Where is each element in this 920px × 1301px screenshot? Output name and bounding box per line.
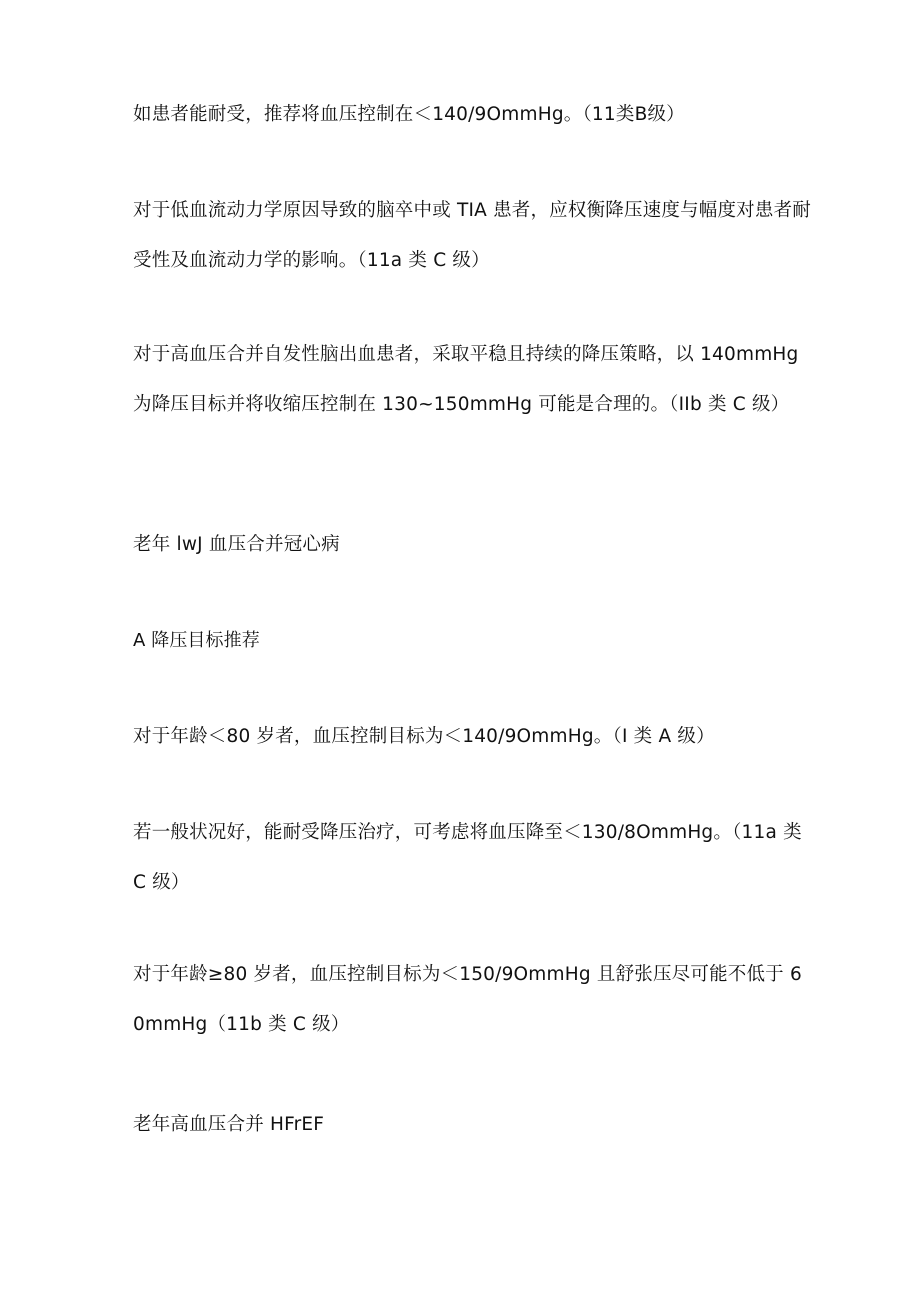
section-heading-coronary-heart-disease: 老年 lwJ 血压合并冠心病 bbox=[133, 534, 340, 555]
paragraph-intracerebral-hemorrhage: 对于高血压合并自发性脑出血患者，采取平稳且持续的降压策略，以 140mmHg 为降压目标并将收缩压控制在 130~150mmHg 可能是合理的。（IIb 类 C 级） bbox=[133, 344, 799, 415]
paragraph-target-under-140-90: 如患者能耐受，推荐将血压控制在＜140/9OmmHg。（11类B级） bbox=[133, 104, 685, 125]
section-heading-hfref: 老年高血压合并 HFrEF bbox=[133, 1114, 325, 1135]
paragraph-low-hemodynamic-stroke-tia: 对于低血流动力学原因导致的脑卒中或 TIA 患者，应权衡降压速度与幅度对患者耐受性及血流动力学的影响。（11a 类 C 级） bbox=[133, 200, 811, 271]
paragraph-good-condition-130-80: 若一般状况好，能耐受降压治疗，可考虑将血压降至＜130/8OmmHg。（11a 类 C 级） bbox=[133, 822, 802, 893]
subheading-bp-target-recommendation: A 降压目标推荐 bbox=[133, 630, 260, 651]
paragraph-age-80-plus-target: 对于年龄≥80 岁者，血压控制目标为＜150/9OmmHg 且舒张压尽可能不低于 60mmHg（11b 类 C 级） bbox=[133, 964, 802, 1035]
paragraph-age-under-80-target: 对于年龄＜80 岁者，血压控制目标为＜140/9OmmHg。（I 类 A 级） bbox=[133, 726, 715, 747]
